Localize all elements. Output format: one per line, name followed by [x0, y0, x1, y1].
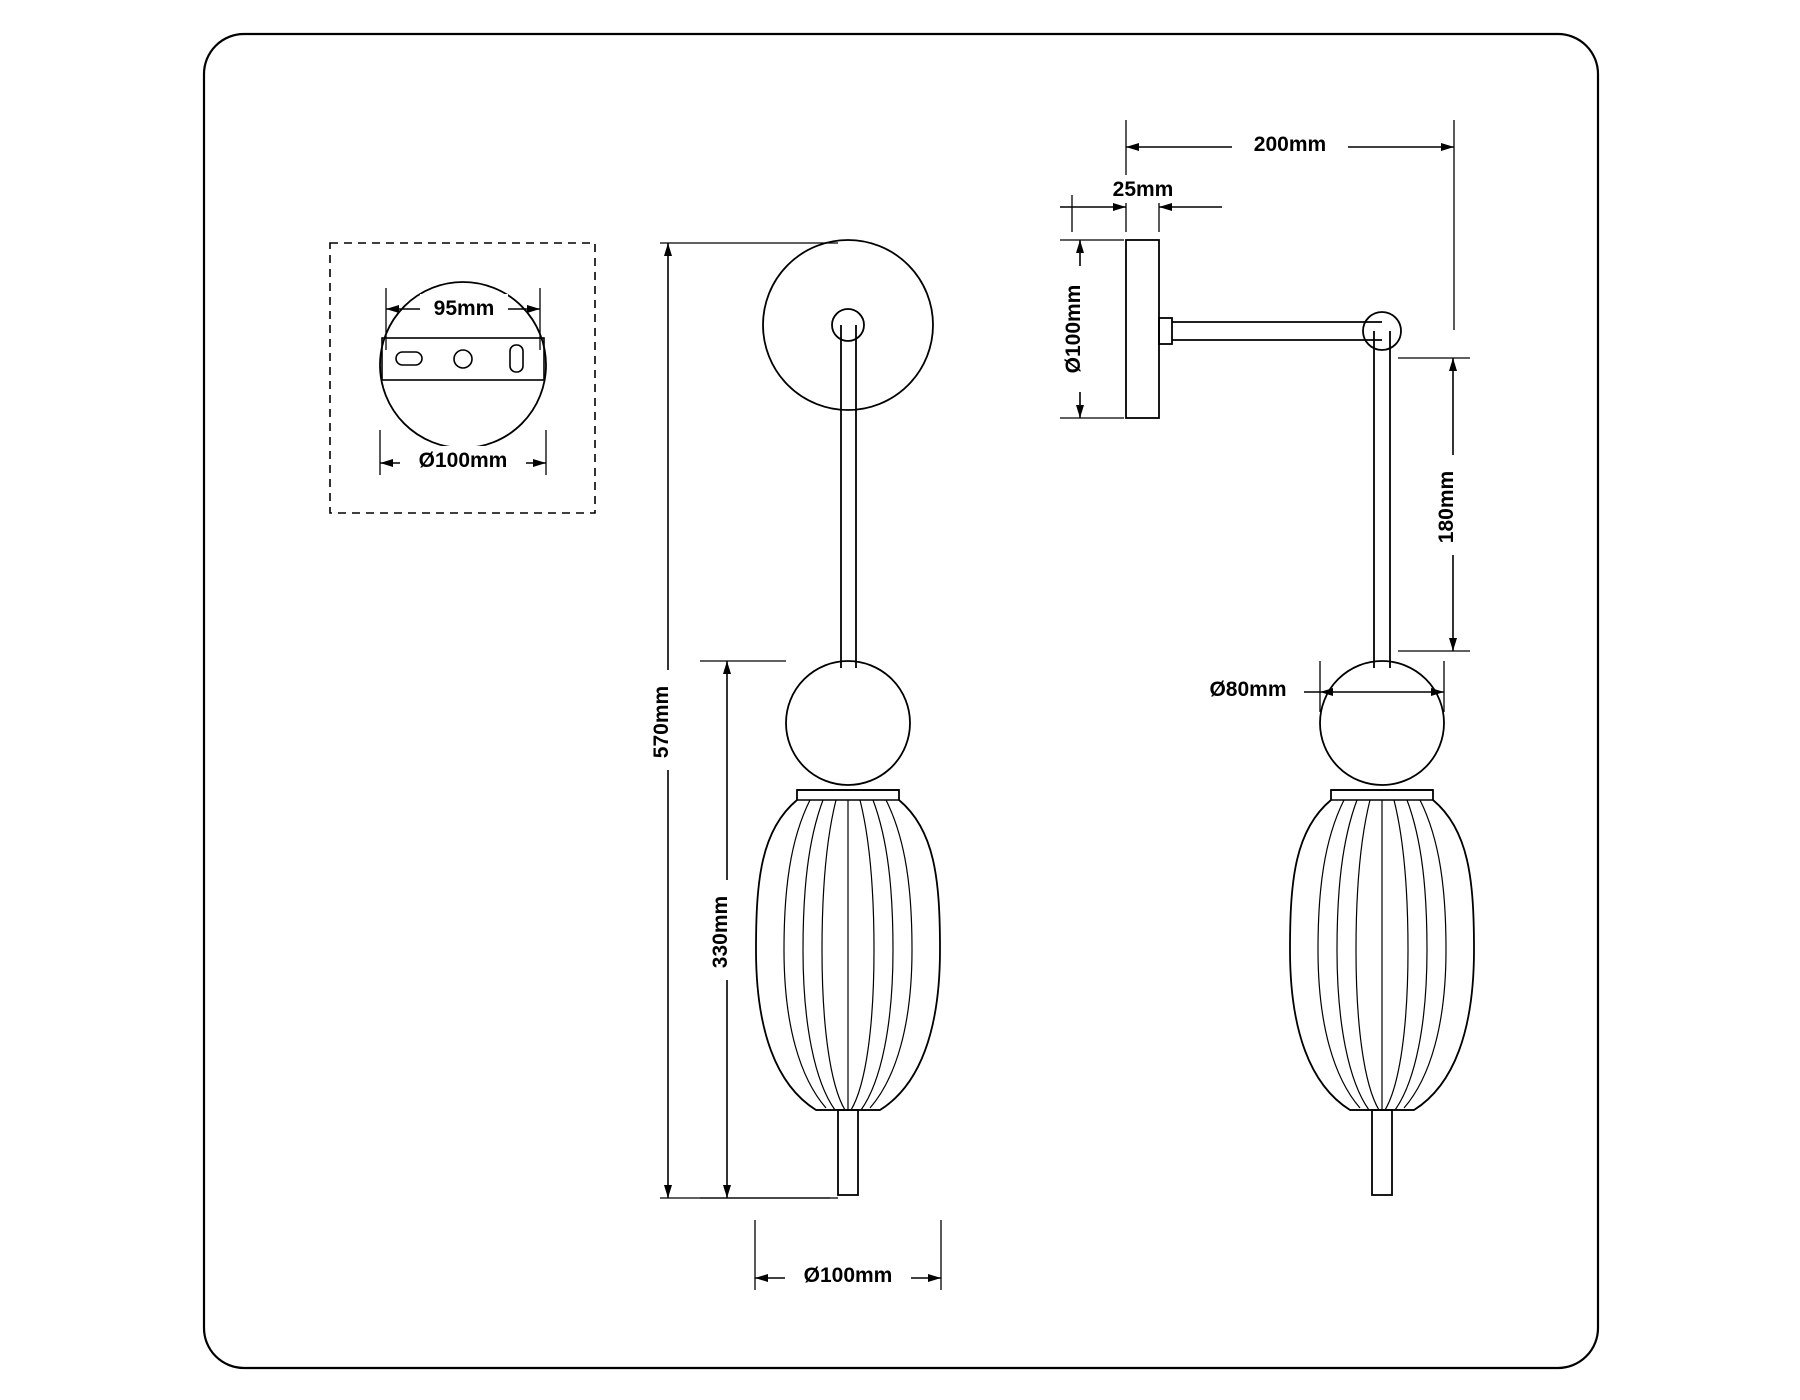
- dim-backplate-diameter-label: Ø100mm: [1062, 284, 1085, 374]
- dim-shade-diameter-label: Ø100mm: [803, 1264, 893, 1287]
- dim-sphere-diameter-label: Ø80mm: [1209, 678, 1287, 701]
- dim-shade-height-label: 330mm: [709, 895, 732, 969]
- drawing-frame: [204, 34, 1598, 1368]
- dim-backplate-thickness-label: 25mm: [1112, 178, 1174, 201]
- dim-plate-screw-spacing-label: 95mm: [433, 297, 495, 320]
- dim-drop-height-label: 180mm: [1435, 470, 1458, 544]
- dim-projection-depth-label: 200mm: [1253, 133, 1327, 156]
- dim-overall-height-label: 570mm: [650, 685, 673, 759]
- dim-plate-diameter-label: Ø100mm: [418, 449, 508, 472]
